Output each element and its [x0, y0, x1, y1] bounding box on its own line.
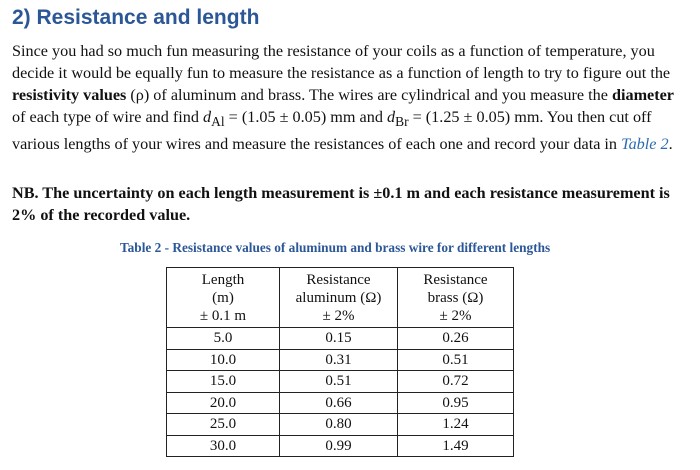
table-row — [167, 328, 514, 350]
section-heading: 2) Resistance and length — [12, 6, 260, 29]
header-line: ± 2% — [322, 308, 355, 324]
cell-aluminum: 0.15 — [280, 328, 398, 350]
header-line: Resistance — [306, 272, 371, 288]
table-row — [167, 349, 514, 371]
table-2-link[interactable]: Table 2 — [621, 135, 669, 154]
cell-aluminum: 0.51 — [280, 371, 398, 393]
d-br-subscript: Br — [395, 114, 409, 130]
table-row — [167, 371, 514, 393]
table-row — [167, 435, 514, 457]
d-al-symbol: d — [203, 108, 212, 126]
cell-aluminum: 0.66 — [280, 392, 398, 414]
diameter-term: diameter — [611, 86, 674, 104]
cell-brass: 0.26 — [398, 328, 514, 350]
header-line: ± 0.1 m — [199, 308, 247, 324]
intro-paragraph — [12, 40, 688, 155]
cell-brass: 0.95 — [398, 392, 514, 414]
table-header-row — [167, 268, 514, 328]
cell-aluminum: 0.99 — [280, 435, 398, 457]
cell-aluminum: 0.31 — [280, 349, 398, 371]
para-end: . — [668, 135, 673, 154]
cell-length: 10.0 — [167, 349, 280, 371]
header-length — [167, 268, 280, 328]
d-al-subscript: Al — [211, 114, 225, 130]
table-row — [167, 392, 514, 414]
resistivity-term: resistivity values — [12, 86, 127, 104]
cell-aluminum: 0.80 — [280, 414, 398, 436]
cell-length: 30.0 — [167, 435, 280, 457]
cell-length: 5.0 — [167, 328, 280, 350]
cell-brass: 1.49 — [398, 435, 514, 457]
cell-brass: 1.24 — [398, 414, 514, 436]
header-line: (m) — [212, 290, 234, 306]
header-line: Resistance — [423, 272, 488, 288]
header-line: aluminum (Ω) — [295, 290, 382, 306]
header-line: Length — [201, 272, 245, 288]
header-line: ± 2% — [439, 308, 472, 324]
d-br-value: = (1.25 ± 0.05) mm. You then cut off various lengths of your wires and measure the resistances of each one and record your data in — [12, 108, 652, 154]
resistance-table — [166, 267, 514, 457]
uncertainty-note: NB. The uncertainty on each length measurement is ±0.1 m and each resistance measurement is 2% of the recorded value. — [12, 184, 670, 224]
table-row — [167, 414, 514, 436]
header-line: brass (Ω) — [427, 290, 484, 306]
d-br-symbol: d — [386, 108, 396, 126]
para-text-1: Since you had so much fun measuring the resistance of your coils as a function of temperature, you decide it would be equally fun to measure the resistance as a function of length to try to figure out the — [12, 42, 671, 82]
para-text-3: of each type of wire and find — [12, 108, 204, 126]
cell-length: 25.0 — [167, 414, 280, 436]
table-caption: Table 2 - Resistance values of aluminum and brass wire for different lengths — [120, 240, 551, 255]
header-resistance-brass — [398, 268, 514, 328]
cell-brass: 0.72 — [398, 371, 514, 393]
header-resistance-aluminum — [280, 268, 398, 328]
para-text-2: (ρ) of aluminum and brass. The wires are cylindrical and you measure the — [126, 86, 612, 104]
cell-brass: 0.51 — [398, 349, 514, 371]
d-al-value: = (1.05 ± 0.05) mm and — [224, 108, 387, 126]
cell-length: 15.0 — [167, 371, 280, 393]
cell-length: 20.0 — [167, 392, 280, 414]
